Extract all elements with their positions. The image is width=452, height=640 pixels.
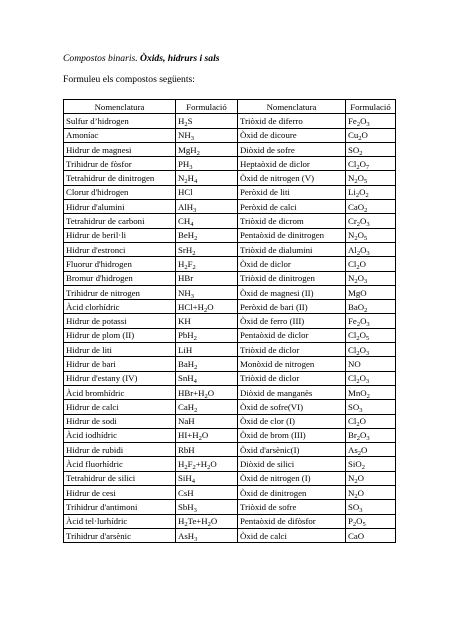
- cell-formula-2: SiO$_2$: [346, 457, 396, 471]
- cell-formula-1: $H_2S$: [176, 114, 238, 128]
- title-bold: Òxids, hidrurs i sals: [140, 53, 220, 64]
- cell-name-1: Hidrur de cesi: [64, 486, 176, 500]
- cell-formula-2: $Cl_2O_3$: [346, 343, 396, 357]
- cell-name-2: Triòxid de diclor: [238, 343, 346, 357]
- cell-formula-1: SnH$_4$: [176, 371, 238, 385]
- cell-formula-2: $P_2O_5$: [346, 514, 396, 528]
- cell-name-2: Triòxid de diclor: [238, 371, 346, 385]
- cell-name-2: Peròxid de bari (II): [238, 300, 346, 314]
- cell-formula-1: SrH$_2$: [176, 242, 238, 256]
- cell-name-1: Hidrur de bari: [64, 357, 176, 371]
- cell-name-2: Diòxid de silici: [238, 457, 346, 471]
- cell-formula-2: MgO: [346, 285, 396, 299]
- cell-formula-2: CaO$_2$: [346, 200, 396, 214]
- header-row: [64, 100, 396, 114]
- cell-name-1: Hidrur de rubidi: [64, 443, 176, 457]
- cell-name-2: Peròxid de liti: [238, 185, 346, 199]
- table-row: [64, 142, 396, 156]
- table-row: [64, 428, 396, 442]
- cell-formula-2: $Br_2O_3$: [346, 428, 396, 442]
- cell-formula-1: $NH_3$: [176, 128, 238, 142]
- cell-formula-1: BeH$_2$: [176, 228, 238, 242]
- cell-name-1: Tetrahidrur de silici: [64, 471, 176, 485]
- cell-name-2: Òxid de dinitrogen: [238, 486, 346, 500]
- cell-name-2: Òxid de magnesi (II): [238, 285, 346, 299]
- cell-name-2: Òxid de sofre(VI): [238, 400, 346, 414]
- cell-formula-1: AsH$_3$: [176, 528, 238, 542]
- cell-name-1: Hidrur de liti: [64, 343, 176, 357]
- cell-formula-1: CaH$_2$: [176, 400, 238, 414]
- table-row: [64, 471, 396, 485]
- cell-formula-2: $Fe_2O_3$: [346, 314, 396, 328]
- cell-name-2: Triòxid de dialumini: [238, 242, 346, 256]
- cell-formula-2: $Li_2O_2$: [346, 185, 396, 199]
- table-row: [64, 200, 396, 214]
- cell-formula-2: $Al_2O_3$: [346, 242, 396, 256]
- cell-name-2: Triòxid de dinitrogen: [238, 271, 346, 285]
- cell-formula-1: RbH: [176, 443, 238, 457]
- cell-formula-1: HCl: [176, 185, 238, 199]
- table-row: [64, 114, 396, 128]
- cell-name-1: Àcid iodhídric: [64, 428, 176, 442]
- cell-formula-2: $Cl_2O_7$: [346, 157, 396, 171]
- table-row: [64, 328, 396, 342]
- cell-name-2: Òxid de ferro (III): [238, 314, 346, 328]
- cell-name-2: Triòxid de dicrom: [238, 214, 346, 228]
- cell-name-2: Diòxid de sofre: [238, 142, 346, 156]
- cell-name-1: Tetrahidrur de dinitrogen: [64, 171, 176, 185]
- table-row: [64, 171, 396, 185]
- header-formula-2: Formulació: [346, 100, 396, 114]
- table-row: [64, 257, 396, 271]
- cell-formula-1: PbH$_2$: [176, 328, 238, 342]
- cell-formula-2: $Cl_2O$: [346, 414, 396, 428]
- cell-formula-1: $HI+H_2O$: [176, 428, 238, 442]
- header-nomenclature-1: Nomenclatura: [64, 100, 176, 114]
- table-row: [64, 300, 396, 314]
- cell-formula-1: BaH$_2$: [176, 357, 238, 371]
- table-row: [64, 185, 396, 199]
- table-row: [64, 128, 396, 142]
- table-row: [64, 371, 396, 385]
- cell-name-1: Trihidrur d'antimoni: [64, 500, 176, 514]
- page-title: [63, 53, 219, 64]
- cell-name-2: Òxid de calci: [238, 528, 346, 542]
- cell-formula-2: $N_2O$: [346, 471, 396, 485]
- cell-name-2: Heptaòxid de diclor: [238, 157, 346, 171]
- cell-name-1: Sulfur d’hidrogen: [64, 114, 176, 128]
- cell-formula-2: $N_2O$: [346, 486, 396, 500]
- cell-formula-2: BaO$_2$: [346, 300, 396, 314]
- cell-formula-2: $As_2O$: [346, 443, 396, 457]
- compounds-table: [63, 99, 396, 543]
- header-nomenclature-2: Nomenclatura: [238, 100, 346, 114]
- cell-name-1: Hidrur d'alumini: [64, 200, 176, 214]
- cell-formula-2: MnO$_2$: [346, 385, 396, 399]
- cell-name-2: Peròxid de calci: [238, 200, 346, 214]
- cell-formula-2: $SO_3$: [346, 400, 396, 414]
- cell-name-1: Hidrur d'estany (IV): [64, 371, 176, 385]
- table-row: [64, 214, 396, 228]
- cell-formula-1: SbH$_3$: [176, 500, 238, 514]
- cell-formula-1: $H_2F_2+H_2O$: [176, 457, 238, 471]
- cell-name-2: Òxid de diclor: [238, 257, 346, 271]
- table-row: [64, 514, 396, 528]
- cell-formula-1: $H_2Te+H_2O$: [176, 514, 238, 528]
- cell-name-2: Monòxid de nitrogen: [238, 357, 346, 371]
- cell-formula-2: $Cl_2O_3$: [346, 371, 396, 385]
- cell-formula-1: NaH: [176, 414, 238, 428]
- cell-formula-1: $PH_3$: [176, 157, 238, 171]
- cell-formula-2: $Cr_2O_3$: [346, 214, 396, 228]
- cell-formula-2: CaO: [346, 528, 396, 542]
- cell-name-1: Hidrur de sodi: [64, 414, 176, 428]
- table-row: [64, 500, 396, 514]
- cell-name-2: Òxid d'arsènic(I): [238, 443, 346, 457]
- cell-name-2: Triòxid de sofre: [238, 500, 346, 514]
- cell-name-1: Trihidrur d'arsènic: [64, 528, 176, 542]
- cell-formula-2: $Cu_2O$: [346, 128, 396, 142]
- table-row: [64, 457, 396, 471]
- cell-name-1: Hidrur de beril·li: [64, 228, 176, 242]
- cell-formula-1: $NH_3$: [176, 285, 238, 299]
- cell-name-1: Fluorur d'hidrogen: [64, 257, 176, 271]
- table-body: [64, 114, 396, 543]
- cell-formula-2: $N_2O_5$: [346, 171, 396, 185]
- cell-name-2: Òxid de dicoure: [238, 128, 346, 142]
- table-row: [64, 528, 396, 542]
- cell-name-1: Clorur d'hidrogen: [64, 185, 176, 199]
- cell-name-2: Pentaòxid de diclor: [238, 328, 346, 342]
- cell-name-1: Bromur d'hidrogen: [64, 271, 176, 285]
- cell-formula-1: $HBr+H_2O$: [176, 385, 238, 399]
- table-row: [64, 400, 396, 414]
- table-row: [64, 271, 396, 285]
- cell-formula-1: $H_2F_2$: [176, 257, 238, 271]
- cell-formula-1: AlH$_3$: [176, 200, 238, 214]
- cell-name-2: Òxid de nitrogen (I): [238, 471, 346, 485]
- instructions: Formuleu els compostos següents:: [63, 74, 195, 85]
- table-row: [64, 285, 396, 299]
- title-italic: Compostos binaris.: [63, 53, 141, 64]
- table-row: [64, 242, 396, 256]
- cell-name-1: Hidrur de calci: [64, 400, 176, 414]
- cell-name-1: Àcid bromhídric: [64, 385, 176, 399]
- cell-formula-1: MgH$_2$: [176, 142, 238, 156]
- cell-name-1: Hidrur de magnesi: [64, 142, 176, 156]
- table-row: [64, 357, 396, 371]
- cell-formula-1: SiH$_4$: [176, 471, 238, 485]
- cell-formula-2: $Fe_2O_3$: [346, 114, 396, 128]
- table-row: [64, 314, 396, 328]
- cell-name-1: Tetrahidrur de carboni: [64, 214, 176, 228]
- header-formula-1: Formulació: [176, 100, 238, 114]
- cell-formula-1: CsH: [176, 486, 238, 500]
- cell-name-2: Òxid de nitrogen (V): [238, 171, 346, 185]
- cell-name-1: Hidrur d'estronci: [64, 242, 176, 256]
- cell-formula-2: $SO_3$: [346, 500, 396, 514]
- table-row: [64, 385, 396, 399]
- cell-name-1: Trihidrur de nitrogen: [64, 285, 176, 299]
- cell-name-1: Àcid clorhídric: [64, 300, 176, 314]
- cell-formula-2: $Cl_2O$: [346, 257, 396, 271]
- cell-formula-2: $SO_2$: [346, 142, 396, 156]
- table-row: [64, 157, 396, 171]
- cell-name-2: Òxid de clor (I): [238, 414, 346, 428]
- cell-name-1: Àcid tel·lurhídric: [64, 514, 176, 528]
- cell-name-1: Hidrur de potassi: [64, 314, 176, 328]
- cell-formula-1: $HCl+H_2O$: [176, 300, 238, 314]
- table-row: [64, 343, 396, 357]
- table-row: [64, 414, 396, 428]
- cell-formula-2: $N_2O_3$: [346, 271, 396, 285]
- table-row: [64, 443, 396, 457]
- cell-formula-2: NO: [346, 357, 396, 371]
- table-row: [64, 228, 396, 242]
- cell-formula-1: $CH_4$: [176, 214, 238, 228]
- cell-formula-1: HBr: [176, 271, 238, 285]
- cell-name-2: Pentaòxid de difòsfor: [238, 514, 346, 528]
- cell-formula-1: LiH: [176, 343, 238, 357]
- cell-name-2: Òxid de brom (III): [238, 428, 346, 442]
- cell-name-2: Triòxid de diferro: [238, 114, 346, 128]
- cell-formula-1: $N_2H_4$: [176, 171, 238, 185]
- cell-name-2: Pentaòxid de dinitrogen: [238, 228, 346, 242]
- cell-name-1: Trihidrur de fòsfor: [64, 157, 176, 171]
- cell-formula-2: $N_2O_5$: [346, 228, 396, 242]
- cell-name-1: Àcid fluorhídric: [64, 457, 176, 471]
- cell-name-1: Hidrur de plom (II): [64, 328, 176, 342]
- cell-formula-2: $Cl_2O_5$: [346, 328, 396, 342]
- table-row: [64, 486, 396, 500]
- cell-formula-1: KH: [176, 314, 238, 328]
- cell-name-1: Amoníac: [64, 128, 176, 142]
- cell-name-2: Diòxid de manganès: [238, 385, 346, 399]
